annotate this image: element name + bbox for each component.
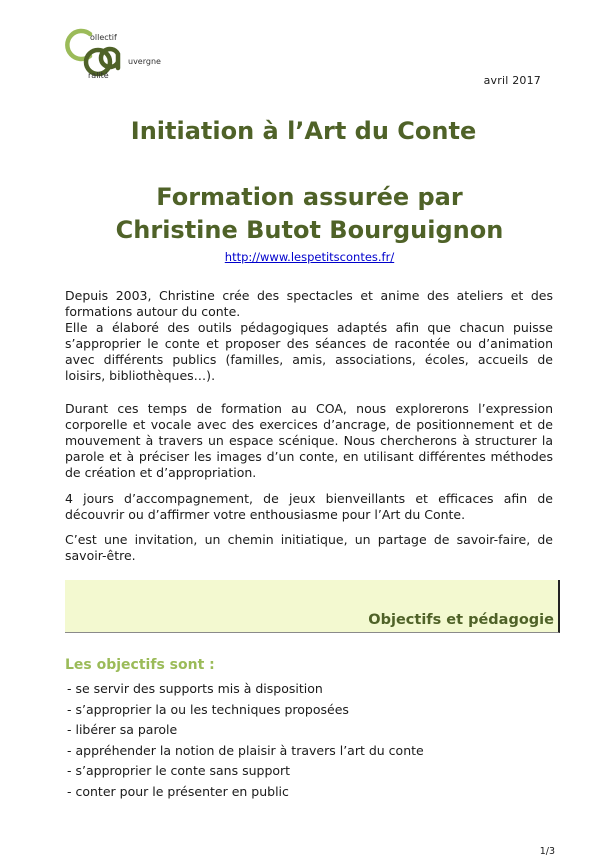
list-item: - s’approprier le conte sans support [67,763,291,779]
section-header-band [65,580,560,633]
document-date: avril 2017 [483,74,541,87]
invitation-paragraph: C’est une invitation, un chemin initiatique, un partage de savoir-faire, de savoir-être. [65,532,553,563]
intro-text-2: Elle a élaboré des outils pédagogiques adaptés afin que chacun puisse s’approprier le conte et proposer des séances de racontée ou d’animation avec différents publics (familles, amis, associations, écoles, accueils de loisirs, bibliothèques…). [65,320,553,383]
logo-line-3: ralité [88,71,109,80]
training-paragraph: Durant ces temps de formation au COA, nous explorerons l’expression corporelle et vocale avec des exercices d’ancrage, de positionnement et de mouvement à travers un espace scénique. Nous chercherons à structurer la parole et à préciser les images d’un conte, en utilisant différentes méthodes de création et d’appropriation. [65,401,553,480]
logo-line-1: ollectif [90,33,117,42]
coa-logo [64,22,188,80]
objectives-list [67,681,424,805]
list-item: - s’approprier la ou les techniques proposées [67,701,349,717]
subtitle-line-1: Formation assurée par [156,183,463,211]
page-number: 1/3 [539,846,555,857]
section-title: Objectifs et pédagogie [368,612,554,628]
logo-line-2: uvergne [128,57,161,66]
intro-paragraph [65,288,553,384]
list-item: - appréhender la notion de plaisir à travers l’art du conte [67,742,424,758]
list-item: - libérer sa parole [67,722,178,738]
intro-text-1: Depuis 2003, Christine crée des spectacles et anime des ateliers et des formations autour du conte. [65,288,553,319]
objectives-heading: Les objectifs sont : [65,657,215,673]
document-title: Initiation à l’Art du Conte [130,117,477,145]
list-item: - se servir des supports mis à disposition [67,681,323,696]
subtitle-line-2: Christine Butot Bourguignon [115,216,504,244]
duration-paragraph: 4 jours d’accompagnement, de jeux bienveillants et efficaces afin de découvrir ou d’affirmer votre enthousiasme pour l’Art du Conte. [65,491,553,522]
website-link[interactable]: http://www.lespetitscontes.fr/ [224,250,395,264]
document-subtitle [0,181,607,247]
list-item: - conter pour le présenter en public [67,783,289,799]
